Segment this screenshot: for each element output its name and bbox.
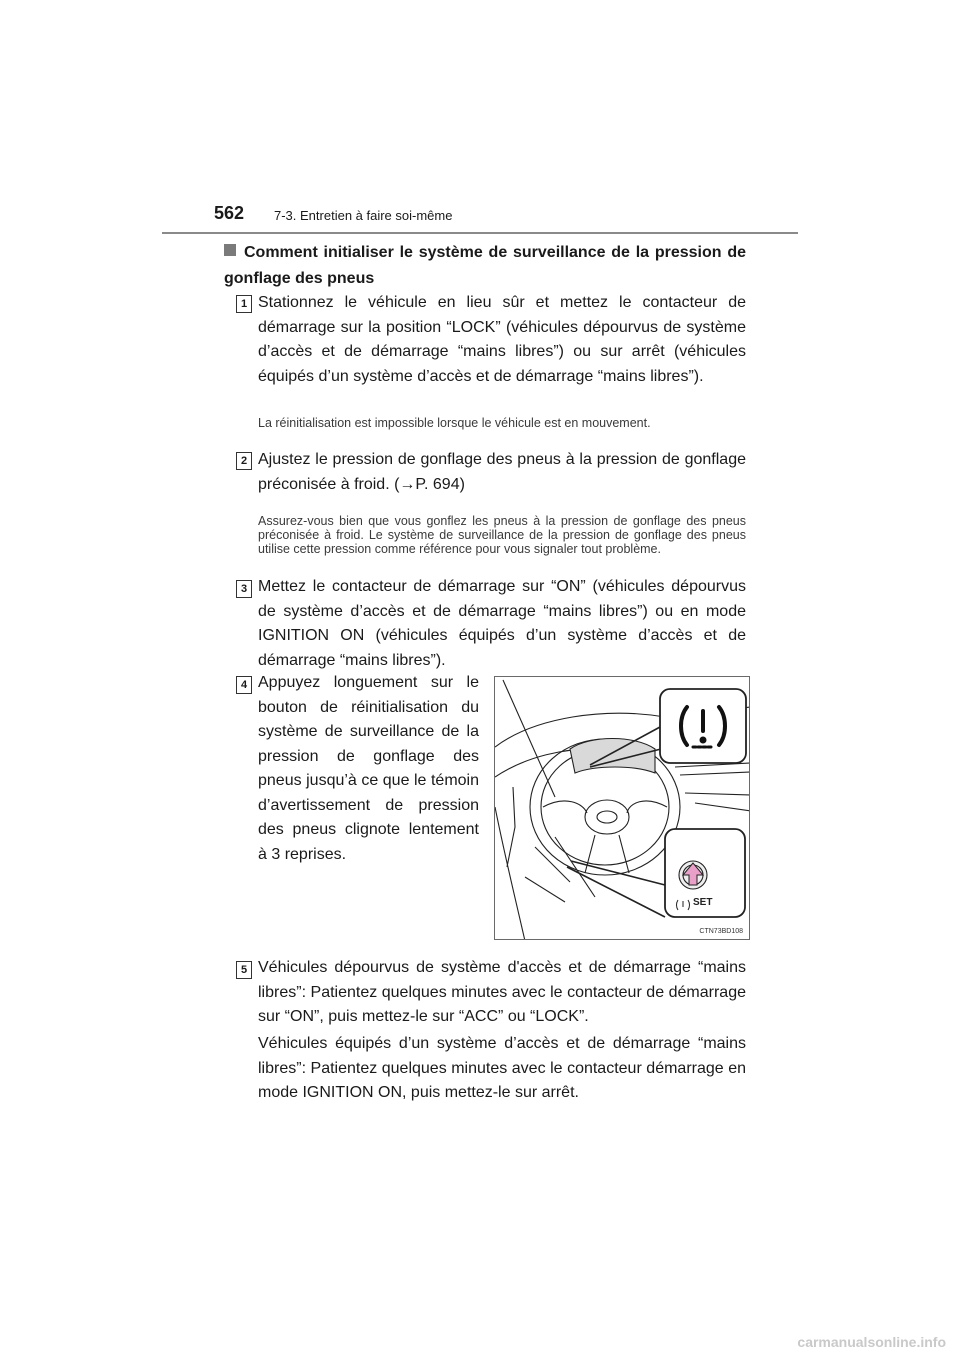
step-number-3: 3: [236, 580, 252, 598]
figure-code: CTN73BD108: [699, 928, 743, 935]
step-2-text: Ajustez le pression de gonflage des pneus à la pression de gonflage préconisée à froid. (→P. 694): [258, 451, 746, 493]
set-button-label: SET: [693, 897, 713, 908]
step-5-text: Véhicules dépourvus de système d'accès et de démarrage “mains libres”: Patientez quelques minutes avec le contacteur de démarrage sur “ON”, puis mettez-le sur “ACC” ou “LOCK”.: [258, 959, 746, 1025]
step-number-5: 5: [236, 961, 252, 979]
square-bullet-icon: [224, 244, 236, 256]
page-number: 562: [214, 203, 245, 223]
step-1-text: Stationnez le véhicule en lieu sûr et mettez le contacteur de démarrage sur la position “LOCK” (véhicules dépourvus de système d’accès et de démarrage “mains libres”) ou sur arrêt (véhicules équipés d’un système d’accès et de démarrage “mains libres”).: [258, 294, 746, 385]
dashboard-illustration: [494, 676, 750, 940]
watermark: carmanualsonline.info: [797, 1334, 946, 1350]
step-1-note: La réinitialisation est impossible lorsque le véhicule est en mouvement.: [258, 416, 651, 430]
step-5-text-2: Véhicules équipés d’un système d’accès et de démarrage “mains libres”: Patientez quelques minutes avec le contacteur démarrage en mode IGNITION ON, puis mettez-le sur arrêt.: [258, 1035, 746, 1101]
section-title: 7-3. Entretien à faire soi-même: [274, 208, 453, 223]
step-number-4: 4: [236, 676, 252, 694]
heading-text: Comment initialiser le système de surveillance de la pression de gonflage des pneus: [224, 244, 746, 287]
header-rule: [162, 232, 798, 234]
step-3-text: Mettez le contacteur de démarrage sur “ON” (véhicules dépourvus de système d’accès et de démarrage “mains libres”) ou en mode IGNITION ON (véhicules équipés d’un système d’accès et de démarrage “mains libres”).: [258, 578, 746, 669]
step-number-2: 2: [236, 452, 252, 470]
step-2-note: Assurez-vous bien que vous gonflez les pneus à la pression de gonflage des pneus préconisée à froid. Le système de surveillance de la pression de gonflage des pneus utilise cette pression comme référence pour vous signaler tout problème.: [258, 514, 746, 556]
step-4-text: Appuyez longuement sur le bouton de réinitialisation du système de surveillance de la pression de gonflage des pneus jusqu’à ce que le témoin d’avertissement de pression des pneus clignote lentement à 3 reprises.: [258, 674, 479, 863]
section-heading: [224, 240, 746, 292]
step-number-1: 1: [236, 295, 252, 313]
